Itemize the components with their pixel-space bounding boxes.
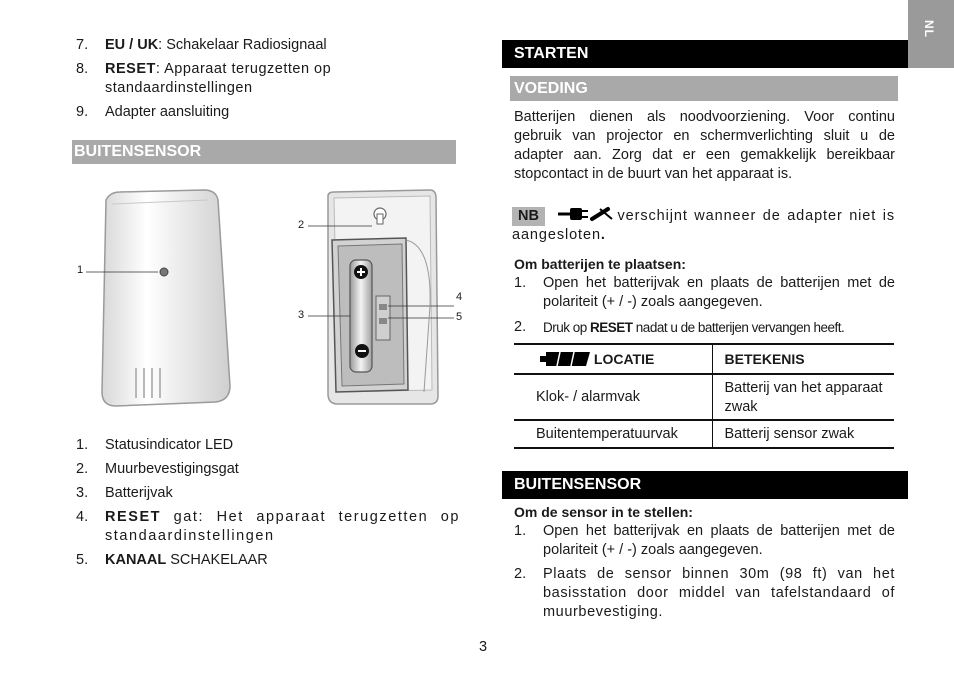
sensor-front xyxy=(102,190,230,406)
list-item: 2. Plaats de sensor binnen 30m (98 ft) van het basisstation door middel van tafelstandaard of muurbevestiging. xyxy=(514,566,895,620)
language-tab xyxy=(908,0,954,68)
list-item: 2. Muurbevestigingsgat xyxy=(76,461,239,477)
component-list-bottom xyxy=(76,436,460,570)
list-item: 1. Open het batterijvak en plaats de batterijen met de polariteit (+ / -) zoals aangegeven. xyxy=(514,275,895,310)
list-item: 1. Open het batterijvak en plaats de batterijen met de polariteit (+ / -) zoals aangegeven. xyxy=(514,523,895,558)
callout-4: 4 xyxy=(456,291,463,303)
list-item: 3. Batterijvak xyxy=(76,485,173,501)
component-list-top xyxy=(76,36,460,122)
list-item: 9. Adapter aansluiting xyxy=(76,104,230,120)
right-column xyxy=(502,40,908,627)
sensor-heading: Om de sensor in te stellen: xyxy=(514,504,693,520)
subsection-title-voeding: VOEDING xyxy=(510,76,898,101)
table-header-row xyxy=(514,344,894,374)
list-item: 8. RESET: Apparaat terugzetten op standaardinstellingen xyxy=(76,61,332,96)
list-item: 2. Druk op RESET nadat u de batterijen vervangen heeft. xyxy=(514,319,845,335)
sensor-illustration xyxy=(76,186,463,430)
table-row: Klok- / alarmvak Batterij van het apparaat zwak xyxy=(514,374,894,420)
battery-heading: Om batterijen te plaatsen: xyxy=(514,256,686,272)
table-header-betekenis: BETEKENIS xyxy=(712,344,894,374)
left-column xyxy=(74,36,463,575)
language-tab-label: NL xyxy=(922,20,936,38)
section-title-starten: STARTEN xyxy=(502,40,908,68)
page-number: 3 xyxy=(479,639,488,655)
section-title-buitensensor: BUITENSENSOR xyxy=(72,140,456,164)
battery-indicator-table xyxy=(514,343,894,449)
nb-badge: NB xyxy=(512,207,545,226)
list-item: 4. RESET gat: Het apparaat terugzetten op standaardinstellingen xyxy=(76,509,460,544)
list-item: 5. KANAAL SCHAKELAAR xyxy=(76,552,268,568)
voeding-paragraph: Batterijen dienen als noodvoorziening. Voor continu gebruik van projector en schermverlichting sluit u de adapter aan. Zorg dat er een gemakkelijk bereikbaar stopcontact in de buurt van het apparaat is. xyxy=(514,109,895,182)
section-title-buitensensor-right: BUITENSENSOR xyxy=(502,471,908,499)
led-indicator xyxy=(160,268,168,276)
sensor-drawing xyxy=(76,186,466,430)
table-row: Buitentemperatuurvak Batterij sensor zwak xyxy=(514,420,894,448)
sensor-steps xyxy=(514,522,895,622)
battery-steps xyxy=(514,274,895,337)
battery-icon xyxy=(540,351,590,367)
callout-3: 3 xyxy=(298,309,305,321)
nb-note: NB verschijnt wanneer de adapter niet is aangesloten. xyxy=(512,205,895,245)
plug-icon xyxy=(556,205,614,223)
table-header-locatie: LOCATIE xyxy=(514,344,712,374)
list-item: 1. Statusindicator LED xyxy=(76,437,234,453)
callout-2: 2 xyxy=(298,219,305,231)
callout-5: 5 xyxy=(456,311,463,323)
list-item: 7. EU / UK: Schakelaar Radiosignaal xyxy=(76,37,327,53)
callout-1: 1 xyxy=(77,264,84,276)
